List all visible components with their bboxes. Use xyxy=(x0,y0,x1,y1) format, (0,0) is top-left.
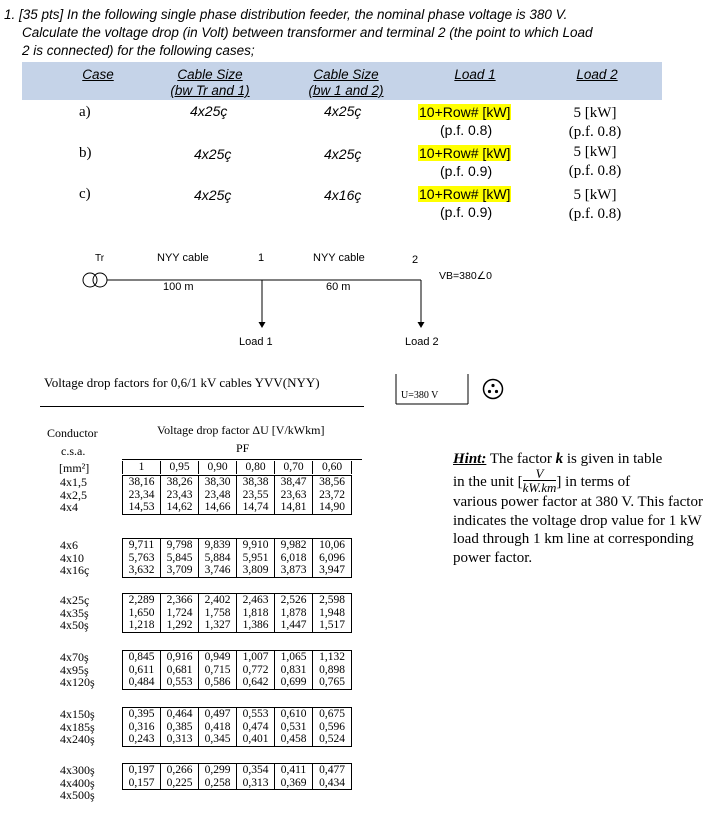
factor-value: 0,434 xyxy=(319,776,345,789)
factor-value: 0,553 xyxy=(161,676,199,689)
conductor-size: 4x240ş xyxy=(60,732,95,746)
question-line-3: 2 is connected) for the following cases; xyxy=(22,43,255,58)
table-top-rule xyxy=(40,406,364,407)
factor-value: 0,225 xyxy=(161,777,199,790)
factor-value: 1,517 xyxy=(319,619,345,631)
header-cable1-a: Cable Size xyxy=(177,67,243,82)
pf-value: 0,90 xyxy=(199,461,237,474)
conductor-size: 4x25ç xyxy=(60,593,90,607)
csa-label: c.s.a. xyxy=(61,444,86,458)
factor-value: 23,34 xyxy=(123,489,161,502)
hint xyxy=(453,450,703,567)
factor-value: 1,218 xyxy=(123,619,161,632)
factor-value: 10,06 xyxy=(319,539,345,551)
factor-value: 38,47 xyxy=(275,476,313,489)
factor-value: 0,699 xyxy=(275,676,313,689)
factor-value: 38,16 xyxy=(123,476,161,489)
factor-value: 2,526 xyxy=(275,594,313,607)
hint-fraction-den: kW.km xyxy=(522,479,557,495)
factor-value: 1,327 xyxy=(199,619,237,632)
factor-value: 0,916 xyxy=(161,651,199,664)
conductor-sizes xyxy=(60,539,89,577)
factor-value: 23,43 xyxy=(161,489,199,502)
factor-value: 0,484 xyxy=(123,676,161,689)
factor-value: 0,497 xyxy=(199,708,237,721)
question-line-1: 1. [35 pts] In the following single phase distribution feeder, the nominal phase voltage is 380 V. xyxy=(4,7,568,22)
factor-value: 0,395 xyxy=(123,708,161,721)
factor-value: 0,316 xyxy=(123,721,161,734)
node2-label: 2 xyxy=(412,254,419,266)
factor-value: 23,48 xyxy=(199,489,237,502)
load1-power: 10+Row# [kW] xyxy=(419,104,511,120)
hint-label: Hint: xyxy=(453,451,487,467)
factor-row xyxy=(123,607,351,620)
factor-group xyxy=(122,538,352,578)
factor-value: 0,715 xyxy=(199,664,237,677)
factor-value: 1,447 xyxy=(275,619,313,632)
factor-value: 5,845 xyxy=(161,552,199,565)
factor-value: 1,386 xyxy=(237,619,275,632)
factor-value: 9,711 xyxy=(123,539,161,552)
factor-value: 0,266 xyxy=(161,764,199,777)
factor-value: 1,007 xyxy=(237,651,275,664)
header-cable2-b: (bw 1 and 2) xyxy=(308,83,384,98)
load2-pf: (p.f. 0.8) xyxy=(568,206,622,222)
conductor-sizes xyxy=(60,764,95,802)
factor-row xyxy=(123,501,351,514)
factor-value: 6,018 xyxy=(275,552,313,565)
conductor-size: 4x300ş xyxy=(60,763,95,777)
cable2-type: NYY cable xyxy=(313,252,365,264)
factor-value: 9,798 xyxy=(161,539,199,552)
factor-row xyxy=(123,619,351,632)
cable1-size: 4x25ç xyxy=(190,103,228,119)
hint-k: k xyxy=(555,451,564,467)
factor-value: 0,765 xyxy=(319,676,345,688)
factor-value: 3,632 xyxy=(123,564,161,577)
conductor-size: 4x400ş xyxy=(60,775,95,790)
factor-row xyxy=(123,552,351,565)
factor-value: 1,878 xyxy=(275,607,313,620)
factor-row xyxy=(123,777,351,790)
cable1-length: 100 m xyxy=(163,281,194,293)
factor-value: 0,313 xyxy=(161,733,199,746)
factor-value: 0,411 xyxy=(275,764,313,777)
factor-value: 1,292 xyxy=(161,619,199,632)
load2-pf: (p.f. 0.8) xyxy=(568,124,622,140)
node1-label: 1 xyxy=(258,252,265,264)
hint-fraction-num: V xyxy=(523,467,557,481)
conductor-size: 4x10 xyxy=(60,550,84,565)
factor-value: 23,72 xyxy=(319,488,345,501)
factor-value: 3,873 xyxy=(275,564,313,577)
tr-label: Tr xyxy=(95,253,105,264)
factor-value: 1,065 xyxy=(275,651,313,664)
factor-value: 0,772 xyxy=(237,664,275,677)
factor-value: 0,524 xyxy=(319,733,345,745)
factor-value: 14,62 xyxy=(161,501,199,514)
factor-value: 0,458 xyxy=(275,733,313,746)
cable1-size: 4x25ç xyxy=(194,146,232,162)
conductor-size: 4x2,5 xyxy=(60,487,87,502)
factor-value: 0,845 xyxy=(123,651,161,664)
unit-label: [mm²] xyxy=(59,461,90,475)
cable2-length: 60 m xyxy=(326,281,351,293)
factor-value: 0,586 xyxy=(199,676,237,689)
factor-value: 14,81 xyxy=(275,501,313,514)
conductor-size: 4x16ç xyxy=(60,563,90,577)
pf-rule xyxy=(122,459,362,460)
factor-value: 0,197 xyxy=(123,764,161,777)
conductor-size: 4x6 xyxy=(60,538,78,552)
load2-power: 5 [kW] xyxy=(573,187,617,203)
cable2-size: 4x16ç xyxy=(324,187,362,203)
factor-value: 0,477 xyxy=(319,764,345,776)
pf-values-row xyxy=(122,461,352,474)
factor-row xyxy=(123,539,351,552)
factor-value: 3,947 xyxy=(319,564,345,576)
factor-row xyxy=(123,651,351,664)
factor-row xyxy=(123,764,351,777)
header-load2: Load 2 xyxy=(576,67,618,82)
case-label: a) xyxy=(79,104,91,120)
factor-value: 0,385 xyxy=(161,721,199,734)
pf-value: 0,60 xyxy=(321,461,343,473)
hint-text: ] in terms of xyxy=(556,473,631,490)
conductor-size: 4x4 xyxy=(60,500,78,514)
conductor-sizes xyxy=(60,708,95,746)
load1-pf: (p.f. 0.9) xyxy=(440,163,493,179)
factor-value: 3,746 xyxy=(199,564,237,577)
case-label: b) xyxy=(79,145,92,161)
source-icon xyxy=(484,380,503,399)
cable1-type: NYY cable xyxy=(157,252,209,264)
pf-value: 0,70 xyxy=(275,461,313,474)
load1-label: Load 1 xyxy=(239,336,273,348)
factor-value: 14,66 xyxy=(199,501,237,514)
hint-text: The factor xyxy=(486,451,556,467)
conductor-size: 4x35ş xyxy=(60,605,89,620)
factor-value: 38,56 xyxy=(319,476,345,488)
factor-group xyxy=(122,650,352,690)
conductor-sizes xyxy=(60,594,89,632)
header-cable2-a: Cable Size xyxy=(313,67,379,82)
factor-value: 3,809 xyxy=(237,564,275,577)
factor-value: 0,642 xyxy=(237,676,275,689)
factor-row xyxy=(123,489,351,502)
factor-value: 38,38 xyxy=(237,476,275,489)
hint-text: in the unit [ xyxy=(453,473,523,490)
factor-value: 0,258 xyxy=(199,777,237,790)
hint-text: is given in table xyxy=(563,451,663,467)
factor-value: 0,611 xyxy=(123,664,161,677)
factor-row xyxy=(123,676,351,689)
conductor-label: Conductor xyxy=(47,426,98,440)
factor-value: 0,418 xyxy=(199,721,237,734)
factor-group xyxy=(122,593,352,633)
factor-value: 0,831 xyxy=(275,664,313,677)
factor-value: 1,650 xyxy=(123,607,161,620)
factor-value: 38,30 xyxy=(199,476,237,489)
factor-value: 9,839 xyxy=(199,539,237,552)
factor-value: 0,157 xyxy=(123,777,161,790)
factor-group xyxy=(122,763,352,790)
pf-value: 0,80 xyxy=(237,461,275,474)
factor-row xyxy=(123,733,351,746)
conductor-size: 4x70ş xyxy=(60,650,89,664)
load2-label: Load 2 xyxy=(405,336,439,348)
factor-value: 1,132 xyxy=(319,651,345,663)
factor-value: 0,474 xyxy=(237,721,275,734)
factor-value: 2,463 xyxy=(237,594,275,607)
factor-value: 0,243 xyxy=(123,733,161,746)
factor-value: 0,345 xyxy=(199,733,237,746)
factor-value: 0,313 xyxy=(237,777,275,790)
factor-value: 3,709 xyxy=(161,564,199,577)
factor-value: 5,763 xyxy=(123,552,161,565)
factor-value: 14,53 xyxy=(123,501,161,514)
factor-value: 0,898 xyxy=(319,663,345,676)
factor-value: 0,553 xyxy=(237,708,275,721)
factor-row xyxy=(123,664,351,677)
factor-group xyxy=(122,707,352,747)
factor-row xyxy=(123,708,351,721)
conductor-size: 4x120ş xyxy=(60,675,95,689)
hint-rest: various power factor at 380 V. This factor indicates the voltage drop value for 1 kW load through 1 km line at corresponding power factor. xyxy=(453,494,703,566)
factor-value: 2,366 xyxy=(161,594,199,607)
conductor-sizes xyxy=(60,476,87,514)
factor-value: 14,74 xyxy=(237,501,275,514)
voltage-drop-header: Voltage drop factor ΔU [V/kWkm] xyxy=(157,423,325,437)
factor-row xyxy=(123,564,351,577)
load1-power: 10+Row# [kW] xyxy=(419,186,511,202)
conductor-size: 4x1,5 xyxy=(60,475,87,489)
factor-value: 23,55 xyxy=(237,489,275,502)
factor-value: 23,63 xyxy=(275,489,313,502)
factor-value: 1,724 xyxy=(161,607,199,620)
load1-pf: (p.f. 0.8) xyxy=(440,122,493,138)
factor-value: 9,910 xyxy=(237,539,275,552)
factor-group xyxy=(122,475,352,515)
factor-value: 2,402 xyxy=(199,594,237,607)
factor-value: 14,90 xyxy=(319,501,345,513)
conductor-size: 4x150ş xyxy=(60,707,95,721)
load2-pf: (p.f. 0.8) xyxy=(568,163,622,179)
cable1-size: 4x25ç xyxy=(194,187,232,203)
factor-value: 0,354 xyxy=(237,764,275,777)
factor-value: 0,610 xyxy=(275,708,313,721)
load2-power: 5 [kW] xyxy=(573,144,617,160)
factor-row xyxy=(123,594,351,607)
conductor-size: 4x185ş xyxy=(60,719,95,734)
factor-value: 5,951 xyxy=(237,552,275,565)
load2-power: 5 [kW] xyxy=(573,105,617,121)
factor-table-title: Voltage drop factors for 0,6/1 kV cables YVV(NYY) xyxy=(44,375,320,390)
factor-row xyxy=(123,476,351,489)
pf-label: PF xyxy=(236,441,250,455)
factor-value: 0,299 xyxy=(199,764,237,777)
header-cable1-b: (bw Tr and 1) xyxy=(170,83,250,98)
pf-value: 1 xyxy=(123,461,161,474)
question-line-2: Calculate the voltage drop (in Volt) between transformer and terminal 2 (the point to which Load xyxy=(22,25,593,40)
factor-value: 9,982 xyxy=(275,539,313,552)
factor-value: 6,096 xyxy=(319,551,345,564)
factor-value: 2,289 xyxy=(123,594,161,607)
header-load1: Load 1 xyxy=(454,67,496,82)
case-label: c) xyxy=(79,186,91,202)
factor-value: 2,598 xyxy=(319,594,345,606)
load1-pf: (p.f. 0.9) xyxy=(440,204,493,220)
conductor-size: 4x500ş xyxy=(60,788,95,802)
factor-value: 1,758 xyxy=(199,607,237,620)
conductor-size: 4x95ş xyxy=(60,662,89,677)
factor-value: 5,884 xyxy=(199,552,237,565)
factor-value: 0,949 xyxy=(199,651,237,664)
factor-row xyxy=(123,721,351,734)
factor-value: 0,401 xyxy=(237,733,275,746)
conductor-size: 4x50ş xyxy=(60,618,89,632)
load1-power: 10+Row# [kW] xyxy=(419,145,511,161)
factor-value: 0,531 xyxy=(275,721,313,734)
factor-value: 0,464 xyxy=(161,708,199,721)
header-case: Case xyxy=(82,67,114,82)
factor-value: 38,26 xyxy=(161,476,199,489)
factor-value: 1,948 xyxy=(319,606,345,619)
conductor-sizes xyxy=(60,651,95,689)
factor-value: 0,369 xyxy=(275,777,313,790)
factor-value: 0,681 xyxy=(161,664,199,677)
cable2-size: 4x25ç xyxy=(324,146,362,162)
factor-value: 0,596 xyxy=(319,720,345,733)
cable2-size: 4x25ç xyxy=(324,103,362,119)
factor-value: 0,675 xyxy=(319,708,345,720)
source-voltage-label: U=380 V xyxy=(401,390,439,401)
vb-label: VB=380∠0 xyxy=(439,270,492,282)
pf-value: 0,95 xyxy=(161,461,199,474)
factor-value: 1,818 xyxy=(237,607,275,620)
